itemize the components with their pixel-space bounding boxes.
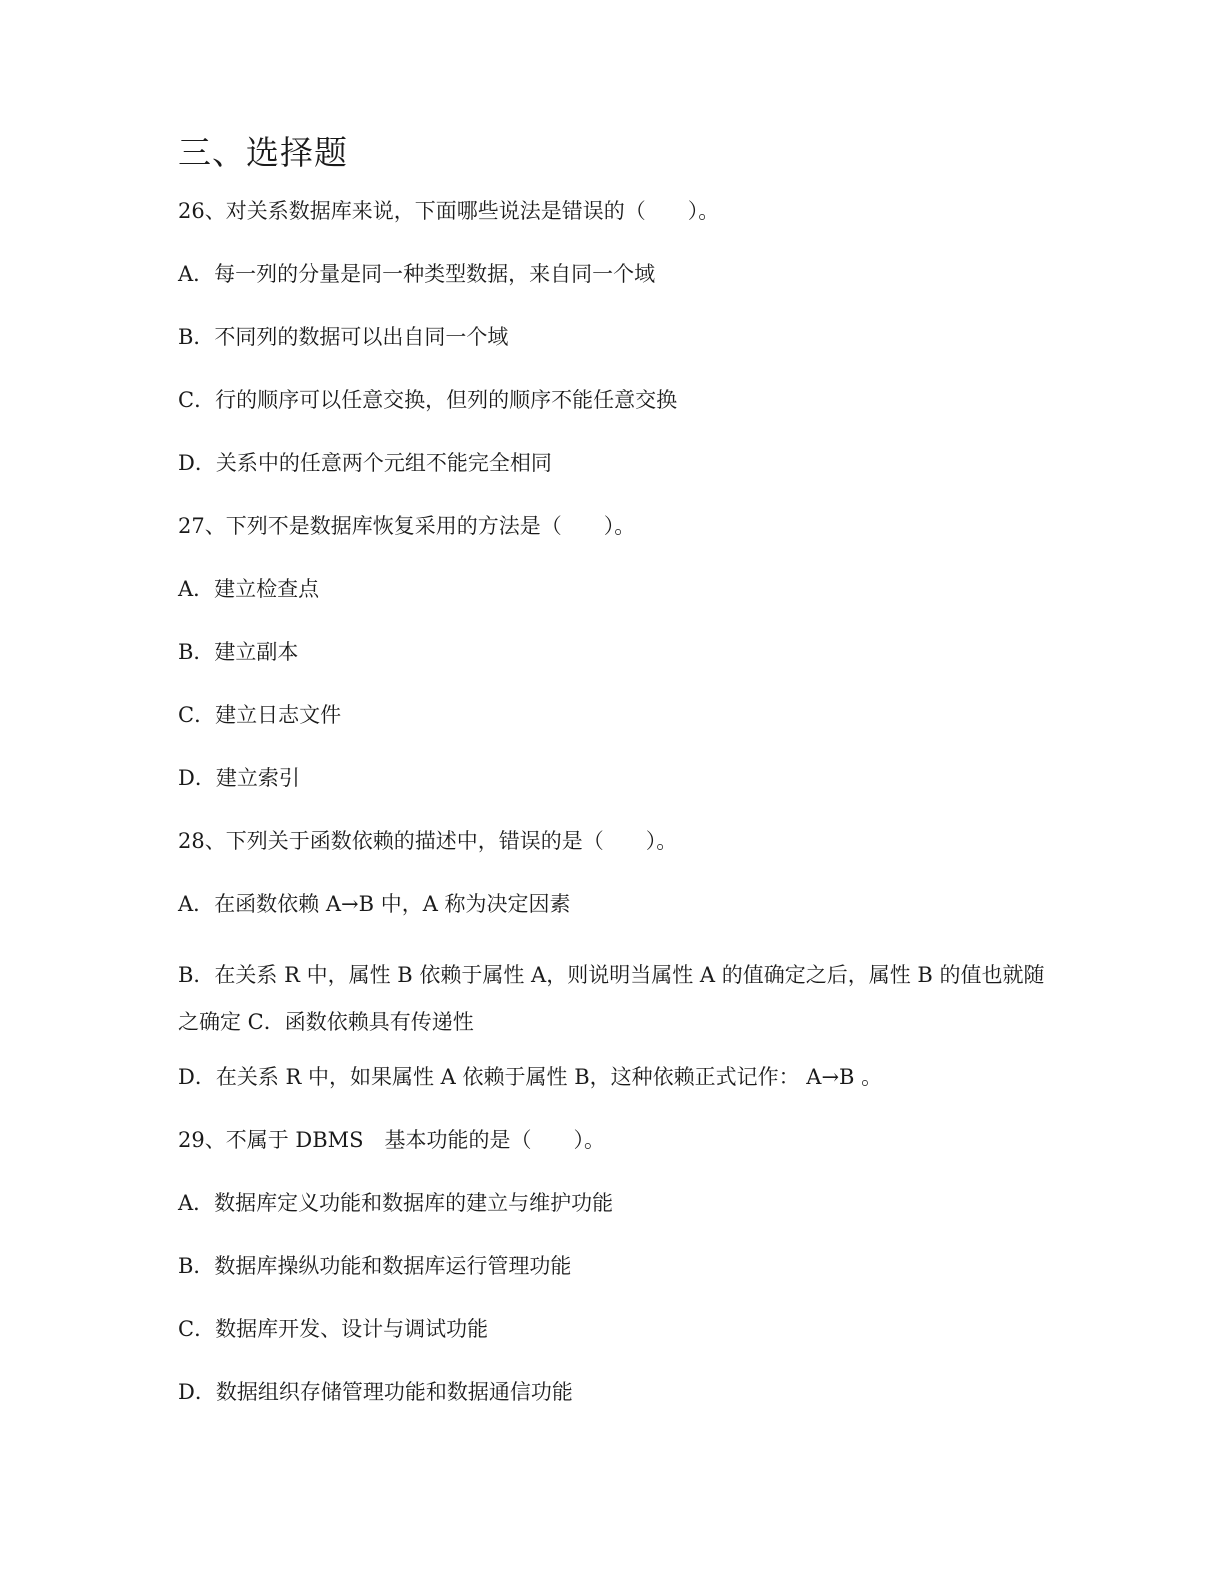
option-d: D．在关系 R 中，如果属性 A 依赖于属性 B，这种依赖正式记作： A→B 。 [178, 1065, 883, 1089]
option-b: B．建立副本 [178, 640, 299, 664]
option-d: D．建立索引 [178, 766, 300, 790]
option-b: B．不同列的数据可以出自同一个域 [178, 325, 509, 349]
option-a: A．建立检查点 [178, 577, 320, 601]
section-title: 三、选择题 [178, 133, 348, 172]
question-stem: 28、下列关于函数依赖的描述中，错误的是（ ）。 [178, 829, 678, 853]
option-a: A．每一列的分量是同一种类型数据，来自同一个域 [178, 262, 656, 286]
option-b-c: B．在关系 R 中，属性 B 依赖于属性 A，则说明当属性 A 的值确定之后，属性 B 的值也就随之确定 C．函数依赖具有传递性 [178, 963, 1045, 1034]
option-c: C．建立日志文件 [178, 703, 342, 727]
option-d: D．关系中的任意两个元组不能完全相同 [178, 451, 552, 475]
option-a: A．在函数依赖 A→B 中，A 称为决定因素 [178, 892, 571, 916]
question-stem: 29、不属于 DBMS 基本功能的是（ ）。 [178, 1128, 606, 1152]
option-b: B．数据库操纵功能和数据库运行管理功能 [178, 1254, 572, 1278]
question-stem: 26、对关系数据库来说，下面哪些说法是错误的（ ）。 [178, 199, 720, 223]
question-26 [178, 196, 1058, 478]
question-29 [178, 1125, 1058, 1407]
question-stem: 27、下列不是数据库恢复采用的方法是（ ）。 [178, 514, 636, 538]
option-a: A．数据库定义功能和数据库的建立与维护功能 [178, 1191, 614, 1215]
document-page [178, 130, 1058, 1440]
question-28 [178, 826, 1058, 1092]
question-27 [178, 511, 1058, 793]
option-c: C．行的顺序可以任意交换，但列的顺序不能任意交换 [178, 388, 678, 412]
option-d: D．数据组织存储管理功能和数据通信功能 [178, 1380, 573, 1404]
option-c: C．数据库开发、设计与调试功能 [178, 1317, 489, 1341]
